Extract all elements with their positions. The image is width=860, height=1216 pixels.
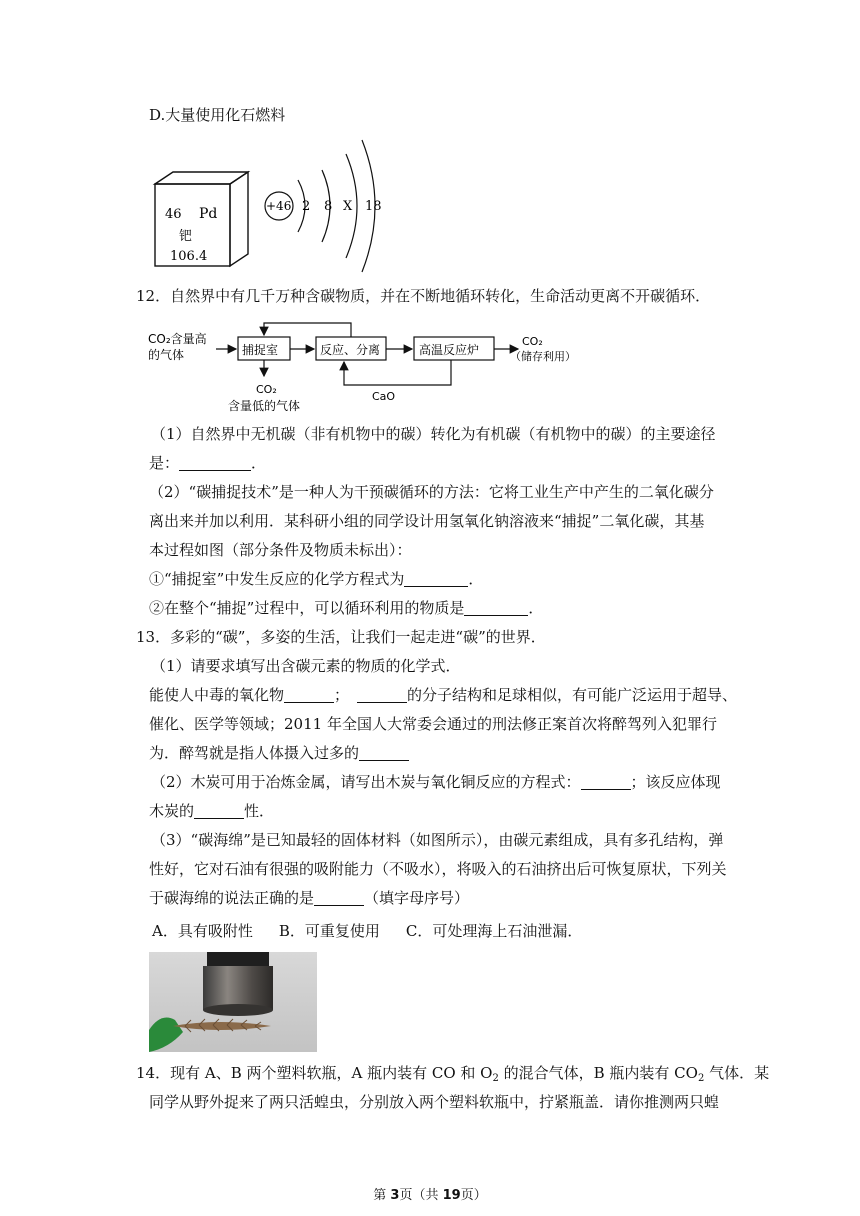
q12-p2-line2: 离出来并加以利用．某科研小组的同学设计用氢氧化钠溶液来“捕捉”二氧化碳，其基 bbox=[149, 512, 705, 530]
q13-line3: 为．醉驾就是指人体摄入过多的 bbox=[149, 743, 409, 763]
answer-blank-q13-5[interactable] bbox=[194, 802, 244, 819]
answer-blank-q13-4[interactable] bbox=[581, 773, 631, 790]
shell-1: 2 bbox=[302, 199, 311, 214]
arrow-loop-cao bbox=[344, 360, 451, 385]
carbon-sponge-photo bbox=[149, 952, 317, 1052]
cao-label: CaO bbox=[372, 390, 396, 403]
q12-sub2: ②在整个“捕捉”过程中，可以循环利用的物质是 ． bbox=[149, 599, 544, 617]
q12-p2-line1: （2）“碳捕捉技术”是一种人为干预碳循环的方法：它将工业生产中产生的二氧化碳分 bbox=[149, 483, 714, 501]
answer-blank-q13-3[interactable] bbox=[359, 744, 409, 761]
shell-3: X bbox=[343, 199, 353, 214]
low-gas-label: 含量低的气体 bbox=[228, 399, 301, 413]
q12-stem: 12．自然界中有几千万种含碳物质，并在不断地循环转化，生命活动更离不开碳循环． bbox=[136, 287, 711, 305]
q12-p1-line2: 是： ． bbox=[149, 454, 267, 472]
option-b: B．可重复使用 bbox=[278, 922, 380, 940]
element-mass: 106.4 bbox=[170, 249, 208, 264]
answer-blank-q13-6[interactable] bbox=[314, 889, 364, 906]
page-total: 19 bbox=[442, 1188, 461, 1203]
page-footer: 第 3页（共 19页） bbox=[373, 1188, 487, 1203]
answer-blank-q13-2[interactable] bbox=[357, 686, 407, 703]
page-number: 3 bbox=[390, 1188, 400, 1203]
q13-line2: 催化、医学等领域；2011 年全国人大常委会通过的刑法修正案首次将醉驾列入犯罪行 bbox=[149, 715, 717, 733]
option-d: D.大量使用化石燃料 bbox=[149, 106, 286, 124]
answer-blank-q12-1[interactable] bbox=[179, 454, 251, 471]
answer-blank-q12-3[interactable] bbox=[464, 599, 528, 616]
q14-line2: 同学从野外捉来了两只活蝗虫，分别放入两个塑料软瓶中，拧紧瓶盖．请你推测两只蝗 bbox=[149, 1093, 720, 1111]
q12-p1-line1: （1）自然界中无机碳（非有机物中的碳）转化为有机碳（有机物中的碳）的主要途径 bbox=[151, 425, 716, 443]
element-number: 46 bbox=[165, 207, 182, 222]
q13-p2-line1: （2）木炭可用于冶炼金属，请写出木炭与氧化铜反应的方程式： ；该反应体现 bbox=[151, 773, 721, 791]
q13-options bbox=[152, 921, 582, 941]
option-c: C．可处理海上石油泄漏． bbox=[405, 922, 583, 940]
q13-p1: （1）请要求填写出含碳元素的物质的化学式． bbox=[151, 657, 461, 675]
element-symbol: Pd bbox=[199, 206, 218, 222]
q13-p3-line1: （3）“碳海绵”是已知最轻的固体材料（如图所示），由碳元素组成，具有多孔结构，弹 bbox=[151, 831, 724, 849]
output-note: （储存利用） bbox=[510, 350, 576, 363]
input-gas-line1: CO₂含量高 bbox=[148, 332, 207, 346]
q13-p3-line2: 性好，它对石油有很强的吸附能力（不吸水），将吸入的石油挤出后可恢复原状，下列关 bbox=[149, 860, 727, 878]
q13-p3-line3: 于碳海绵的说法正确的是 （填字母序号） bbox=[149, 889, 470, 907]
q14-line1: 14．现有 A、B 两个塑料软瓶，A 瓶内装有 CO 和 $O_2$ 的混合气体，B 瓶内装有 $CO_2$ 气体．某 bbox=[136, 1064, 770, 1084]
low-gas-formula: CO₂ bbox=[256, 383, 277, 396]
q12-p2-line3: 本过程如图（部分条件及物质未标出）： bbox=[149, 541, 412, 559]
q12-sub1: ①“捕捉室”中发生反应的化学方程式为 ． bbox=[149, 570, 484, 588]
output-formula: CO₂ bbox=[522, 335, 543, 348]
input-gas-line2: 的气体 bbox=[148, 348, 185, 362]
carbon-capture-flowchart bbox=[146, 318, 586, 416]
answer-blank-q12-2[interactable] bbox=[404, 570, 468, 587]
answer-blank-q13-1[interactable] bbox=[284, 686, 334, 703]
nucleus-charge: +46 bbox=[266, 199, 292, 213]
box-reaction-label: 反应、分离 bbox=[320, 343, 381, 357]
shell-2: 8 bbox=[324, 199, 333, 214]
q13-line1: 能使人中毒的氧化物 ； 的分子结构和足球相似，有可能广泛运用于超导、 bbox=[149, 686, 738, 704]
arrow-loop-top bbox=[264, 323, 351, 337]
shell-4: 18 bbox=[365, 199, 382, 214]
q13-p2-line2: 木炭的 性． bbox=[149, 802, 275, 820]
box-capture-room-label: 捕捉室 bbox=[242, 343, 279, 357]
palladium-figure bbox=[150, 132, 390, 274]
element-name: 钯 bbox=[179, 229, 193, 244]
option-a: A．具有吸附性 bbox=[152, 922, 253, 940]
box-furnace-label: 高温反应炉 bbox=[419, 343, 480, 357]
q13-stem: 13．多彩的“碳”，多姿的生活，让我们一起走进“碳”的世界． bbox=[136, 628, 546, 646]
